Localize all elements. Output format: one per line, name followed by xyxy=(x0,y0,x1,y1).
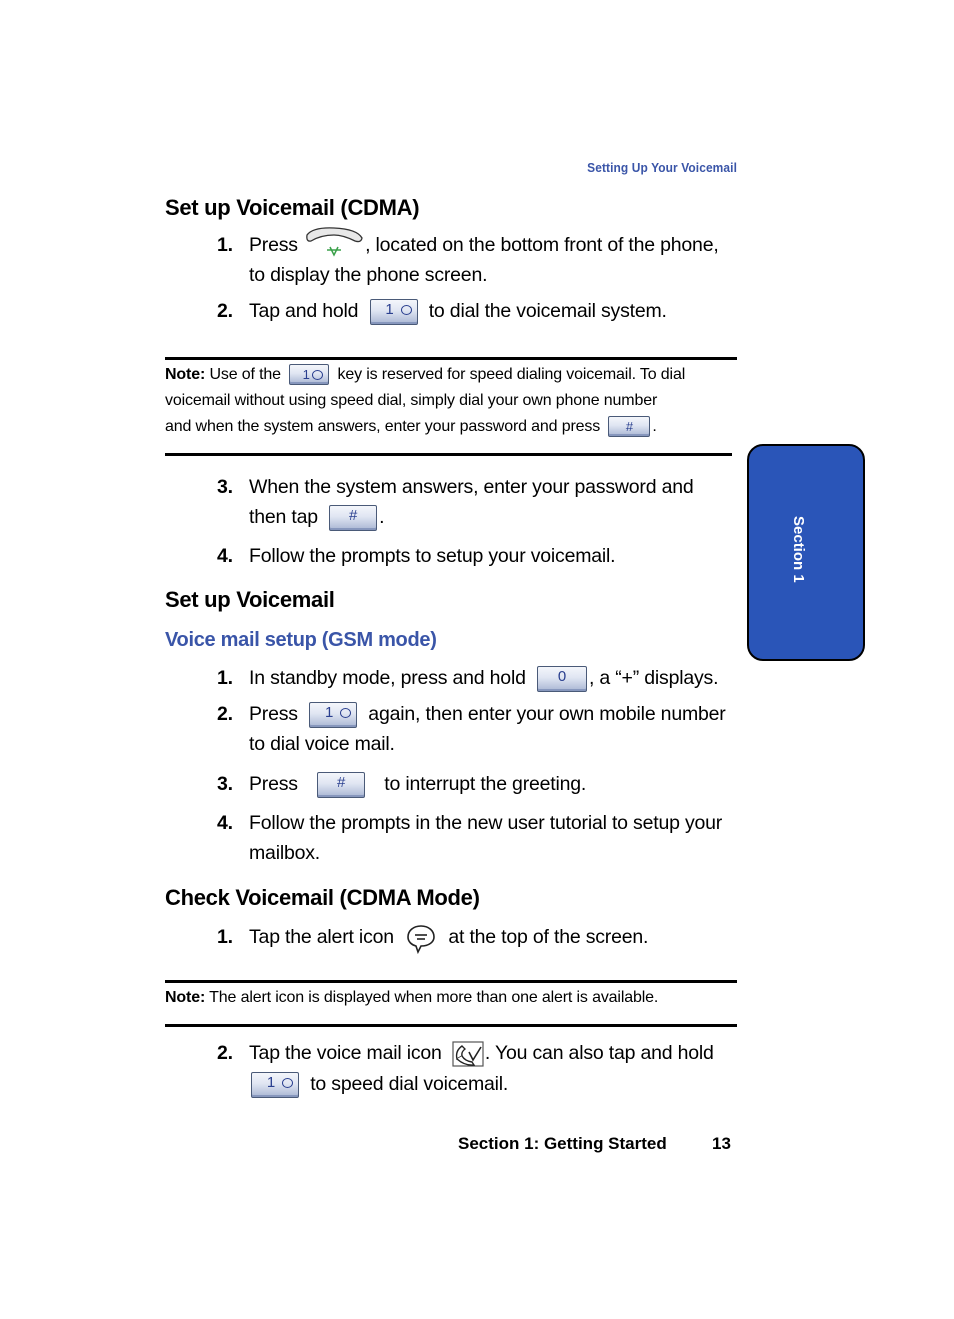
running-head: Setting Up Your Voicemail xyxy=(587,160,737,175)
heading-cdma: Set up Voicemail (CDMA) xyxy=(165,195,420,220)
step-number: 2. xyxy=(217,703,233,725)
step-number: 3. xyxy=(217,773,233,795)
step-text: then tap xyxy=(249,506,318,528)
step-text: to dial the voicemail system. xyxy=(428,300,667,322)
step-number: 2. xyxy=(217,300,233,322)
step-text: to display the phone screen. xyxy=(249,264,488,286)
step-text: Press xyxy=(249,234,298,256)
key-0-icon: 0 xyxy=(537,666,587,692)
gsm-step-3 xyxy=(0,769,954,801)
step-text: Follow the prompts in the new user tutorial to setup your xyxy=(249,812,723,834)
gsm-step-1 xyxy=(0,663,954,695)
gsm-step-2 xyxy=(0,699,954,763)
key-hash-icon: # xyxy=(329,505,377,531)
step-text: to interrupt the greeting. xyxy=(384,773,587,795)
heading-setup: Set up Voicemail xyxy=(165,587,335,612)
step-text: When the system answers, enter your password and xyxy=(249,476,694,498)
note-rule-bottom xyxy=(165,453,732,456)
section-tab-label: Section 1 xyxy=(790,516,807,583)
step-text: Tap and hold xyxy=(249,300,359,322)
footer-section: Section 1: Getting Started xyxy=(458,1134,667,1153)
step-text: again, then enter your own mobile number xyxy=(368,703,726,725)
cdma-step-2 xyxy=(0,296,954,328)
step-text: to dial voice mail. xyxy=(249,733,395,755)
key-1-voicemail-icon: 1 xyxy=(251,1072,299,1098)
note-text: Use of the xyxy=(209,366,281,383)
step-text: , a “+” displays. xyxy=(588,667,719,689)
check-step-2 xyxy=(0,1038,954,1102)
heading-check: Check Voicemail (CDMA Mode) xyxy=(165,885,480,910)
note-rule-top xyxy=(165,980,737,983)
step-text: to speed dial voicemail. xyxy=(310,1072,509,1095)
end-call-key-icon xyxy=(303,225,365,259)
step-number: 4. xyxy=(217,812,233,834)
note-check xyxy=(165,985,740,1011)
step-text: . You can also tap and hold xyxy=(484,1042,714,1064)
key-1-voicemail-icon: 1 xyxy=(309,702,357,728)
gsm-step-4 xyxy=(0,808,954,872)
alert-icon xyxy=(405,922,437,954)
note-text: The alert icon is displayed when more than one alert is available. xyxy=(209,989,659,1006)
step-number: 1. xyxy=(217,667,233,689)
note-text: . xyxy=(652,418,657,435)
cdma-step-4 xyxy=(0,541,954,573)
key-1-voicemail-icon: 1 xyxy=(370,299,418,325)
note-text: voicemail without using speed dial, simply dial your own phone number xyxy=(165,392,658,409)
cdma-step-3 xyxy=(0,472,954,536)
check-step-1 xyxy=(0,922,954,954)
note-cdma xyxy=(165,362,740,440)
key-hash-icon: # xyxy=(317,772,365,798)
note-label: Note: xyxy=(165,366,206,383)
step-text: . xyxy=(379,506,385,528)
step-text: In standby mode, press and hold xyxy=(249,667,526,689)
note-text: key is reserved for speed dialing voicemail. To dial xyxy=(337,366,686,383)
step-text: Follow the prompts to setup your voicemail. xyxy=(249,545,616,567)
note-rule-top xyxy=(165,357,737,360)
step-text: Press xyxy=(249,773,298,795)
cdma-step-1 xyxy=(0,230,954,290)
step-text: at the top of the screen. xyxy=(448,926,649,949)
step-number: 1. xyxy=(217,926,233,948)
voicemail-icon xyxy=(451,1039,485,1069)
step-text: Tap the alert icon xyxy=(249,926,394,949)
note-rule-bottom xyxy=(165,1024,737,1027)
key-1-voicemail-icon: 1 xyxy=(289,364,329,385)
note-text: and when the system answers, enter your password and press xyxy=(165,418,601,435)
step-number: 4. xyxy=(217,545,233,567)
step-number: 1. xyxy=(217,234,233,256)
step-number: 2. xyxy=(217,1042,233,1064)
note-label: Note: xyxy=(165,989,206,1006)
heading-gsm: Voice mail setup (GSM mode) xyxy=(165,629,437,651)
key-hash-icon: # xyxy=(608,416,650,437)
step-number: 3. xyxy=(217,476,233,498)
page-number: 13 xyxy=(712,1134,731,1153)
step-text: Tap the voice mail icon xyxy=(249,1042,442,1064)
step-text: Press xyxy=(249,703,298,725)
step-text: mailbox. xyxy=(249,842,321,864)
step-text: , located on the bottom front of the phone, xyxy=(365,234,719,256)
